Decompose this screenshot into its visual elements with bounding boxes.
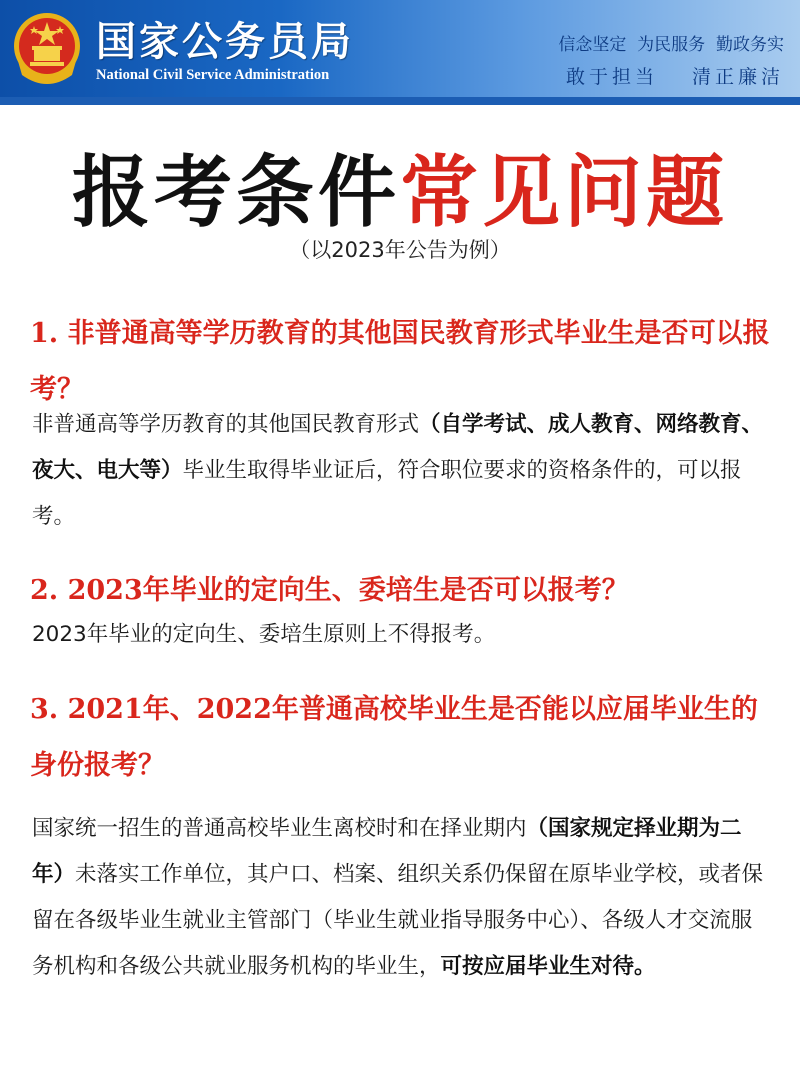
faq-question-3: 3. 2021年、2022年普通高校毕业生是否能以应届毕业生的身份报考？ bbox=[30, 694, 758, 781]
slogan-part-b: 清正廉洁 bbox=[691, 66, 784, 88]
faq-answer-1-post: 毕业生取得毕业证后，符合职位要求的资格条件的，可以报考。 bbox=[32, 458, 742, 529]
page-title bbox=[0, 130, 800, 242]
faq-answer-3-bold: （国家规定择业期为二年） bbox=[32, 816, 742, 887]
faq-question-2: 2. 2023年毕业的定向生、委培生是否可以报考？ bbox=[30, 575, 629, 606]
page-subtitle: （以2023年公告为例） bbox=[289, 238, 511, 262]
org-name-en: National Civil Service Administration bbox=[96, 67, 330, 83]
faq-answer-1 bbox=[32, 402, 772, 540]
faq-answer-3-pre: 国家统一招生的普通高校毕业生离校时和在择业期内 bbox=[32, 816, 527, 841]
faq-answer-3-mid: 未落实工作单位，其户口、档案、组织关系仍保留在原毕业学校，或者保留在各级毕业生就业主管部门（毕业生就业指导服务中心）、各级人才交流服务机构和各级公共就业服务机构的毕业生， bbox=[32, 862, 764, 979]
slogan-part-a: 敢于担当 bbox=[565, 66, 658, 88]
title-black-part: 报考条件 bbox=[71, 147, 400, 238]
faq-answer-1-bold: （自学考试、成人教育、网络教育、夜大、电大等） bbox=[32, 412, 764, 483]
org-name-cn: 国家公务员局 bbox=[96, 18, 354, 65]
faq-answer-2: 2023年毕业的定向生、委培生原则上不得报考。 bbox=[32, 622, 496, 647]
banner-divider bbox=[0, 97, 800, 105]
header-banner bbox=[0, 0, 800, 105]
faq-question-1: 1. 非普通高等学历教育的其他国民教育形式毕业生是否可以报考？ bbox=[30, 318, 770, 405]
national-emblem-icon bbox=[12, 9, 82, 87]
title-red-part: 常见问题 bbox=[400, 147, 729, 238]
slogan-line-1: 信念坚定 为民服务 勤政务实 bbox=[558, 35, 784, 55]
faq-answer-1-pre: 非普通高等学历教育的其他国民教育形式 bbox=[32, 412, 420, 437]
faq-answer-3-bold-end: 可按应届毕业生对待。 bbox=[440, 954, 656, 979]
faq-answer-3 bbox=[32, 806, 772, 990]
slogan-line-2 bbox=[566, 62, 784, 89]
